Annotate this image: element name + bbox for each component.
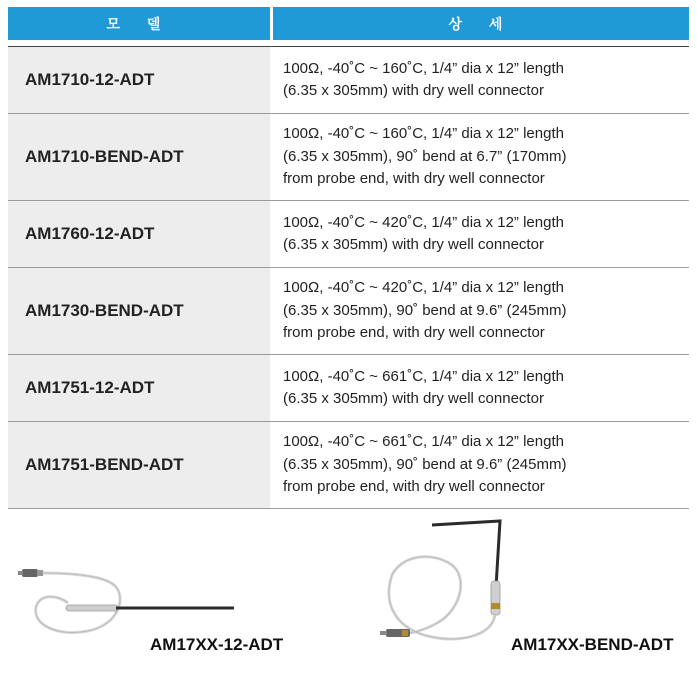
detail-line: from probe end, with dry well connector [283,324,545,342]
detail-line: from probe end, with dry well connector [283,478,545,496]
model-cell: AM1710-12-ADT [8,47,270,113]
detail-line: (6.35 x 305mm) with dry well connector [283,236,544,253]
detail-line: (6.35 x 305mm) with dry well connector [283,82,544,99]
detail-cell [270,422,689,508]
detail-line: 100Ω, -40˚C ~ 420˚C, 1/4” dia x 12” length [283,279,564,297]
caption-bend-probe: AM17XX-BEND-ADT [511,635,674,654]
detail-line: (6.35 x 305mm), 90˚ bend at 9.6” (245mm) [283,455,567,473]
detail-line: 100Ω, -40˚C ~ 661˚C, 1/4” dia x 12” length [283,367,564,385]
header-model: 모 델 [8,7,270,40]
caption-straight-probe: AM17XX-12-ADT [150,635,284,654]
table-header [8,7,689,40]
detail-line: 100Ω, -40˚C ~ 661˚C, 1/4” dia x 12” length [283,433,564,451]
detail-line: (6.35 x 305mm), 90˚ bend at 9.6” (245mm) [283,301,567,319]
model-cell: AM1730-BEND-ADT [8,268,270,354]
detail-line: (6.35 x 305mm) with dry well connector [283,390,544,407]
detail-cell [270,114,689,200]
table-row [8,268,689,355]
table-row [8,422,689,509]
detail-line: 100Ω, -40˚C ~ 420˚C, 1/4” dia x 12” length [283,213,564,231]
table-row [8,47,689,114]
table-row [8,355,689,422]
header-detail: 상 세 [273,7,689,40]
detail-cell [270,201,689,267]
model-cell: AM1760-12-ADT [8,201,270,267]
table-row [8,201,689,268]
detail-cell [270,47,689,113]
model-cell: AM1751-12-ADT [8,355,270,421]
detail-line: (6.35 x 305mm), 90˚ bend at 6.7” (170mm) [283,147,567,165]
model-cell: AM1751-BEND-ADT [8,422,270,508]
table-row [8,114,689,201]
detail-line: from probe end, with dry well connector [283,170,545,188]
bend-probe-image [372,515,522,650]
detail-line: 100Ω, -40˚C ~ 160˚C, 1/4” dia x 12” length [283,125,564,143]
detail-cell [270,355,689,421]
detail-line: 100Ω, -40˚C ~ 160˚C, 1/4” dia x 12” length [283,59,564,77]
detail-cell [270,268,689,354]
model-cell: AM1710-BEND-ADT [8,114,270,200]
spec-table [8,7,689,509]
